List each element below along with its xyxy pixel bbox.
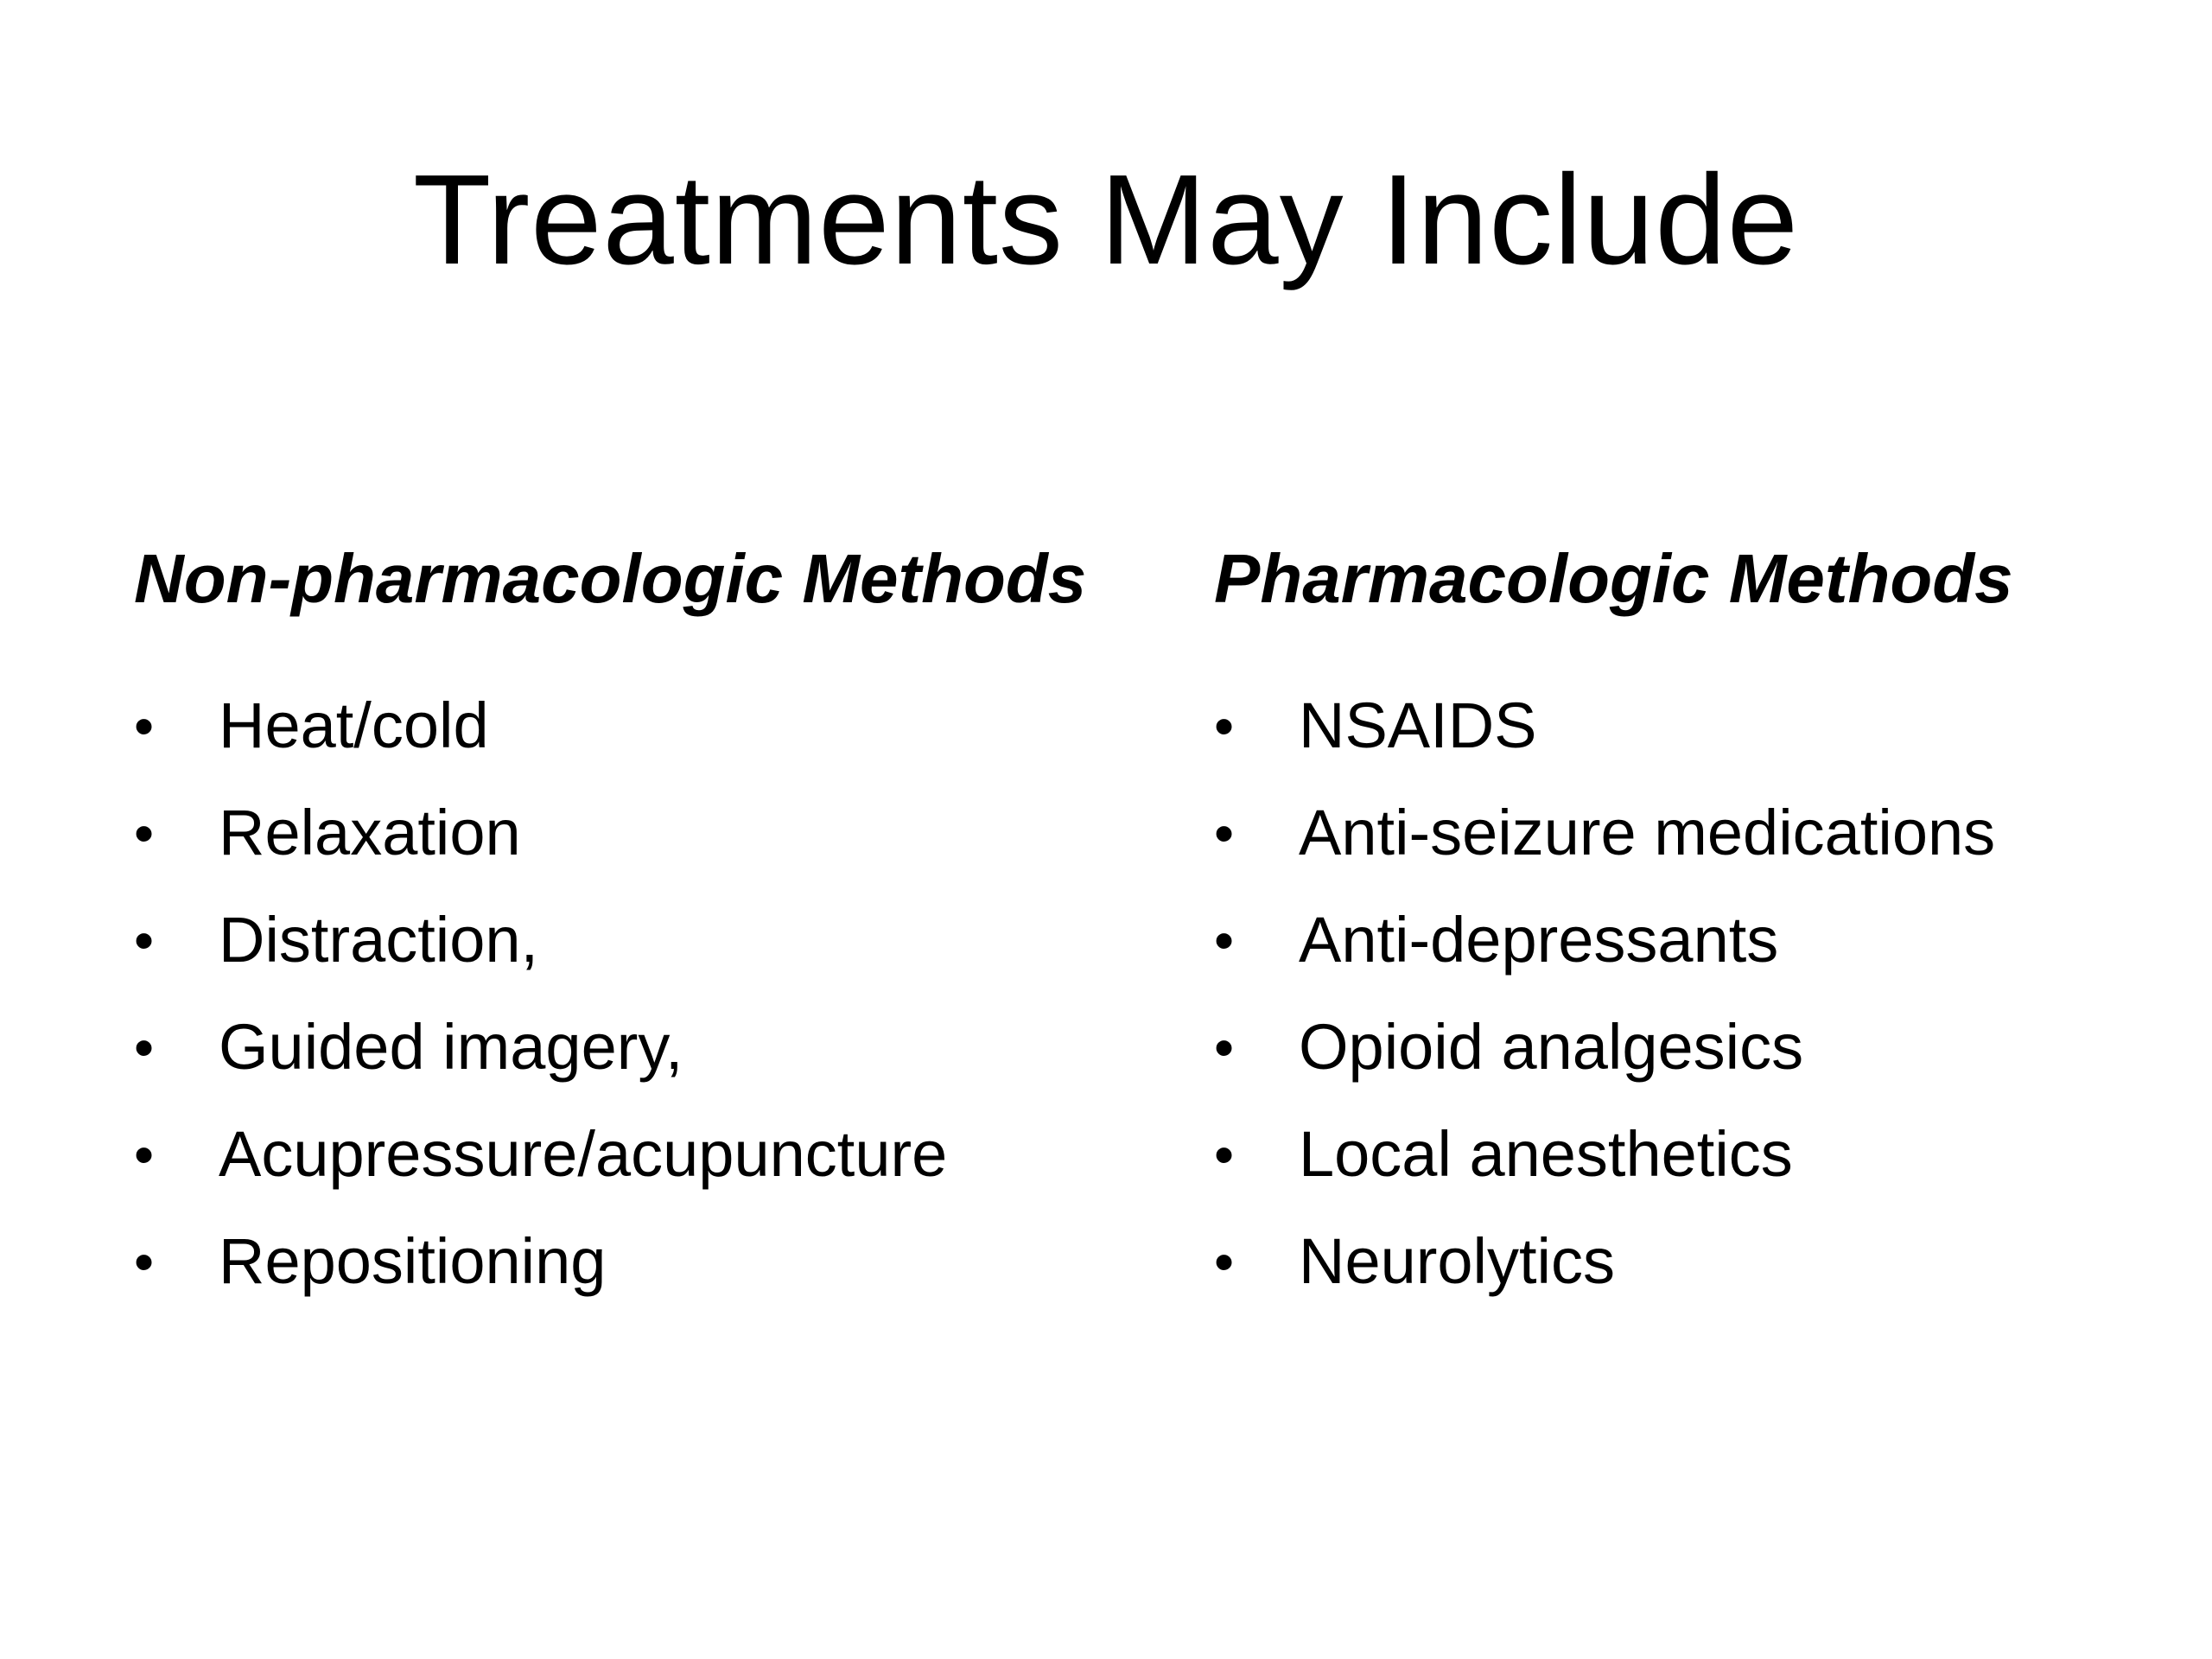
list-item-text: Anti-seizure medications — [1299, 797, 1996, 868]
bullet-icon: • — [134, 1015, 155, 1079]
bullet-icon: • — [134, 694, 155, 758]
bullet-icon: • — [1214, 1015, 1235, 1079]
list-item — [134, 779, 1188, 887]
list-item-text: Anti-depressants — [1299, 904, 1779, 976]
list-item — [1214, 887, 2212, 994]
non-pharmacologic-column — [134, 536, 1188, 1315]
bullet-list — [1214, 672, 2212, 1315]
list-item-text: Relaxation — [219, 797, 521, 868]
bullet-icon: • — [1214, 1122, 1235, 1186]
list-item — [134, 887, 1188, 994]
bullet-icon: • — [134, 801, 155, 865]
bullet-icon: • — [134, 1230, 155, 1294]
list-item — [134, 1208, 1188, 1315]
bullet-icon: • — [1214, 1230, 1235, 1294]
list-item — [1214, 672, 2212, 779]
list-item-text: Repositioning — [219, 1225, 607, 1297]
list-item-text: Local anesthetics — [1299, 1118, 1793, 1190]
pharmacologic-column — [1214, 536, 2212, 1315]
bullet-icon: • — [1214, 694, 1235, 758]
slide-title: Treatments May Include — [412, 149, 1800, 291]
list-item-text: Heat/cold — [219, 690, 489, 761]
list-item-text: Distraction, — [219, 904, 539, 976]
list-item — [134, 1101, 1188, 1208]
list-item — [134, 994, 1188, 1101]
bullet-icon: • — [1214, 801, 1235, 865]
column-heading: Pharmacologic Methods — [1214, 540, 2013, 617]
list-item — [1214, 1208, 2212, 1315]
list-item — [1214, 1101, 2212, 1208]
bullet-icon: • — [134, 908, 155, 972]
bullet-icon: • — [134, 1122, 155, 1186]
list-item — [1214, 994, 2212, 1101]
list-item-text: Acupressure/acupuncture — [219, 1118, 948, 1190]
list-item-text: Opioid analgesics — [1299, 1011, 1804, 1083]
bullet-icon: • — [1214, 908, 1235, 972]
bullet-list — [134, 672, 1188, 1315]
list-item — [134, 672, 1188, 779]
list-item — [1214, 779, 2212, 887]
list-item-text: Neurolytics — [1299, 1225, 1615, 1297]
list-item-text: Guided imagery, — [219, 1011, 683, 1083]
list-item-text: NSAIDS — [1299, 690, 1537, 761]
column-heading: Non-pharmacologic Methods — [134, 540, 1087, 617]
